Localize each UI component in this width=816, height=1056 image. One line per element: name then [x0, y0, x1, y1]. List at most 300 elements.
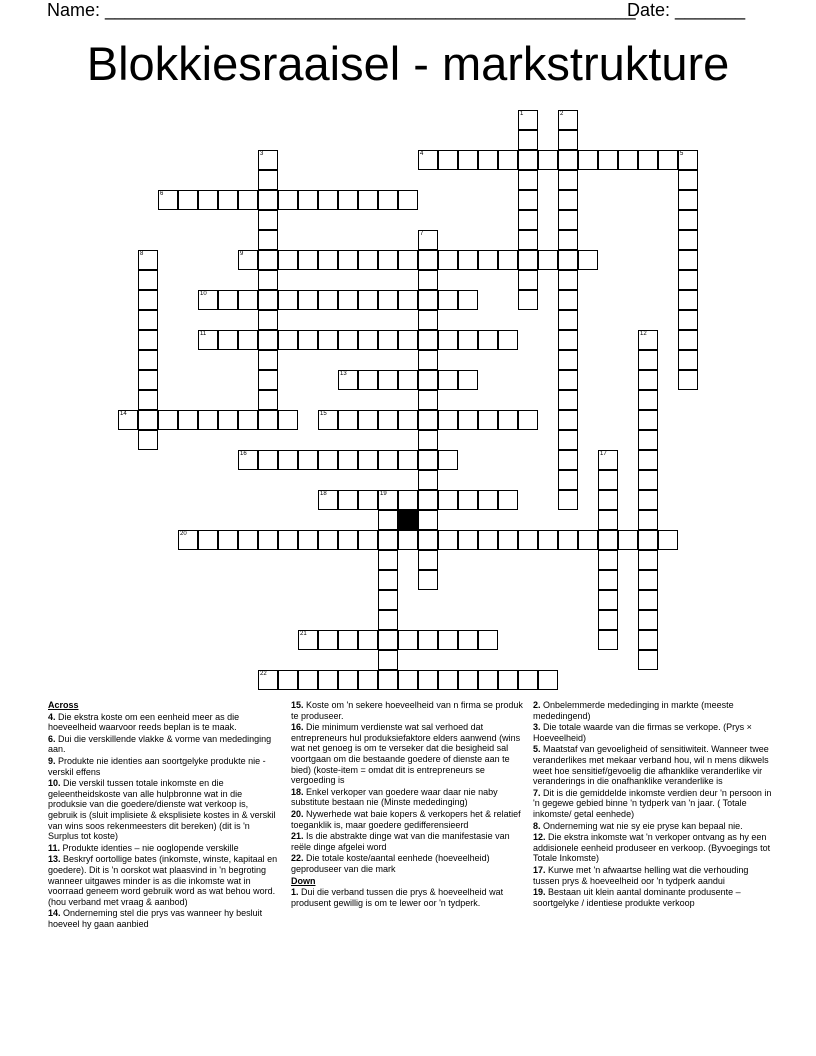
grid-cell[interactable] [258, 310, 278, 330]
clue-item-text: Is die abstrakte dinge wat van die manifestasie van reële dinge afgelei word [291, 831, 510, 852]
grid-cell[interactable] [518, 530, 538, 550]
grid-cell[interactable] [538, 250, 558, 270]
grid-cell[interactable] [258, 530, 278, 550]
grid-cell[interactable] [538, 670, 558, 690]
grid-cell[interactable] [598, 510, 618, 530]
grid-cell[interactable] [358, 410, 378, 430]
grid-cell[interactable] [338, 190, 358, 210]
grid-cell[interactable] [678, 170, 698, 190]
grid-cell[interactable] [638, 510, 658, 530]
grid-cell[interactable] [318, 330, 338, 350]
grid-cell[interactable] [398, 410, 418, 430]
grid-cell[interactable] [438, 330, 458, 350]
grid-cell[interactable] [498, 150, 518, 170]
grid-cell[interactable] [178, 190, 198, 210]
grid-cell[interactable] [418, 550, 438, 570]
grid-cell[interactable] [198, 410, 218, 430]
grid-cell[interactable] [258, 150, 278, 170]
grid-cell[interactable] [558, 530, 578, 550]
grid-cell[interactable] [138, 310, 158, 330]
grid-cell[interactable] [378, 550, 398, 570]
grid-cell[interactable] [458, 410, 478, 430]
grid-cell[interactable] [258, 330, 278, 350]
grid-cell[interactable] [658, 530, 678, 550]
grid-cell[interactable] [298, 530, 318, 550]
grid-cell[interactable] [638, 430, 658, 450]
grid-cell[interactable] [638, 530, 658, 550]
clue-item-text: Dui die verskillende vlakke & vorme van mededinging aan. [48, 733, 272, 755]
grid-cell[interactable] [558, 430, 578, 450]
grid-cell[interactable] [638, 630, 658, 650]
grid-cell[interactable] [318, 250, 338, 270]
grid-cell[interactable] [358, 530, 378, 550]
grid-cell[interactable] [378, 570, 398, 590]
grid-cell[interactable] [318, 630, 338, 650]
grid-cell[interactable] [138, 270, 158, 290]
clue-item-text: Bestaan uit klein aantal dominante produsente – soortgelyke / identiese produkte verkoop [533, 887, 741, 908]
grid-cell[interactable] [358, 370, 378, 390]
grid-cell[interactable] [278, 330, 298, 350]
grid-cell[interactable] [518, 110, 538, 130]
grid-cell[interactable] [438, 450, 458, 470]
grid-cell[interactable] [518, 410, 538, 430]
clue-item-number: 8. [533, 820, 541, 831]
grid-cell[interactable] [518, 270, 538, 290]
grid-cell[interactable] [518, 170, 538, 190]
grid-cell[interactable] [638, 610, 658, 630]
grid-cell[interactable] [258, 350, 278, 370]
grid-cell[interactable] [418, 250, 438, 270]
grid-cell[interactable] [638, 590, 658, 610]
grid-cell[interactable] [598, 630, 618, 650]
grid-cell[interactable] [138, 250, 158, 270]
grid-cell[interactable] [378, 410, 398, 430]
grid-cell[interactable] [198, 530, 218, 550]
grid-cell[interactable] [558, 390, 578, 410]
grid-cell[interactable] [278, 190, 298, 210]
grid-cell[interactable] [598, 590, 618, 610]
grid-cell[interactable] [338, 530, 358, 550]
grid-cell[interactable] [458, 250, 478, 270]
grid-cell[interactable] [138, 330, 158, 350]
grid-cell[interactable] [678, 230, 698, 250]
clue-item-text: Enkel verkoper van goedere waar daar nie naby substitute bestaan nie (Minste mededinging) [291, 786, 498, 808]
grid-cell[interactable] [418, 230, 438, 250]
grid-cell[interactable] [418, 310, 438, 330]
grid-cell[interactable] [638, 550, 658, 570]
clue-number: 5 [680, 151, 684, 157]
grid-cell[interactable] [138, 350, 158, 370]
grid-cell[interactable] [358, 630, 378, 650]
grid-cell[interactable] [218, 290, 238, 310]
grid-cell[interactable] [258, 450, 278, 470]
grid-cell[interactable] [378, 370, 398, 390]
grid-cell[interactable] [558, 290, 578, 310]
grid-cell[interactable] [218, 410, 238, 430]
grid-cell[interactable] [518, 290, 538, 310]
grid-cell[interactable] [378, 490, 398, 510]
grid-cell[interactable] [298, 330, 318, 350]
grid-cell[interactable] [378, 530, 398, 550]
grid-cell[interactable] [358, 450, 378, 470]
grid-cell[interactable] [258, 270, 278, 290]
grid-cell[interactable] [138, 390, 158, 410]
grid-cell[interactable] [378, 250, 398, 270]
grid-cell[interactable] [358, 670, 378, 690]
grid-cell[interactable] [358, 190, 378, 210]
grid-cell[interactable] [558, 410, 578, 430]
grid-cell[interactable] [598, 570, 618, 590]
grid-cell[interactable] [438, 490, 458, 510]
clue-section-heading: Down [291, 875, 316, 886]
grid-cell[interactable] [278, 530, 298, 550]
grid-cell[interactable] [558, 490, 578, 510]
grid-cell[interactable] [558, 330, 578, 350]
grid-cell[interactable] [338, 370, 358, 390]
grid-cell[interactable] [318, 450, 338, 470]
grid-cell[interactable] [518, 670, 538, 690]
grid-cell[interactable] [518, 130, 538, 150]
grid-cell[interactable] [258, 290, 278, 310]
page-title: Blokkiesraaisel - markstrukture [86, 37, 730, 90]
grid-cell[interactable] [338, 490, 358, 510]
grid-cell[interactable] [318, 530, 338, 550]
grid-cell[interactable] [418, 330, 438, 350]
grid-cell[interactable] [278, 290, 298, 310]
grid-cell[interactable] [678, 330, 698, 350]
clue-item [291, 831, 525, 852]
grid-cell[interactable] [238, 530, 258, 550]
grid-cell[interactable] [238, 250, 258, 270]
grid-cell[interactable] [398, 370, 418, 390]
grid-cell[interactable] [398, 530, 418, 550]
grid-cell[interactable] [558, 110, 578, 130]
grid-cell[interactable] [478, 530, 498, 550]
grid-cell[interactable] [638, 390, 658, 410]
clue-number: 16 [240, 451, 247, 457]
grid-cell[interactable] [178, 530, 198, 550]
grid-cell[interactable] [678, 290, 698, 310]
grid-cell[interactable] [438, 290, 458, 310]
grid-cell[interactable] [618, 150, 638, 170]
grid-cell[interactable] [318, 670, 338, 690]
grid-cell[interactable] [258, 170, 278, 190]
grid-cell[interactable] [458, 150, 478, 170]
grid-cell[interactable] [558, 190, 578, 210]
grid-cell[interactable] [258, 230, 278, 250]
clue-number: 7 [420, 231, 424, 237]
grid-cell[interactable] [438, 530, 458, 550]
grid-cell[interactable] [498, 330, 518, 350]
grid-cell[interactable] [558, 130, 578, 150]
clue-item-text: Die totale koste/aantal eenhede (hoeveelheid) geproduseer van die mark [291, 853, 490, 874]
grid-cell[interactable] [198, 330, 218, 350]
grid-cell[interactable] [358, 490, 378, 510]
grid-cell[interactable] [218, 190, 238, 210]
grid-cell[interactable] [638, 370, 658, 390]
grid-cell[interactable] [358, 330, 378, 350]
grid-cell[interactable] [678, 210, 698, 230]
grid-cell[interactable] [398, 190, 418, 210]
grid-cell[interactable] [498, 410, 518, 430]
grid-cell[interactable] [418, 490, 438, 510]
grid-cell[interactable] [378, 610, 398, 630]
grid-cell[interactable] [498, 250, 518, 270]
grid-cell[interactable] [458, 530, 478, 550]
grid-cell[interactable] [458, 670, 478, 690]
clue-section-heading: Across [48, 700, 79, 710]
grid-cell[interactable] [198, 190, 218, 210]
grid-cell[interactable] [358, 250, 378, 270]
clue-item-number: 3. [533, 722, 541, 733]
grid-cell[interactable] [638, 490, 658, 510]
grid-cell[interactable] [678, 310, 698, 330]
grid-cell[interactable] [598, 610, 618, 630]
clue-item [48, 712, 280, 733]
date-label: Date: [627, 0, 671, 20]
clue-number: 11 [200, 331, 207, 337]
grid-cell[interactable] [278, 450, 298, 470]
grid-cell[interactable] [638, 570, 658, 590]
grid-cell[interactable] [318, 490, 338, 510]
grid-cell[interactable] [138, 410, 158, 430]
grid-cell[interactable] [438, 370, 458, 390]
grid-cell[interactable] [198, 290, 218, 310]
clue-number: 1 [520, 111, 524, 117]
grid-cell[interactable] [418, 390, 438, 410]
grid-cell[interactable] [338, 330, 358, 350]
grid-cell[interactable] [458, 290, 478, 310]
grid-cell[interactable] [398, 630, 418, 650]
clue-item [48, 908, 280, 929]
grid-cell[interactable] [258, 390, 278, 410]
grid-cell[interactable] [458, 370, 478, 390]
grid-cell[interactable] [578, 150, 598, 170]
clue-item [291, 700, 525, 721]
grid-cell[interactable] [598, 470, 618, 490]
grid-cell[interactable] [298, 250, 318, 270]
date-line: _______ [675, 0, 746, 20]
grid-cell[interactable] [238, 190, 258, 210]
grid-cell[interactable] [338, 250, 358, 270]
grid-cell[interactable] [478, 150, 498, 170]
grid-cell[interactable] [558, 270, 578, 290]
grid-cell[interactable] [638, 450, 658, 470]
grid-cell[interactable] [258, 410, 278, 430]
grid-cell[interactable] [518, 230, 538, 250]
grid-cell[interactable] [418, 510, 438, 530]
grid-cell[interactable] [298, 630, 318, 650]
grid-cell[interactable] [158, 410, 178, 430]
grid-cell[interactable] [418, 430, 438, 450]
grid-cell[interactable] [178, 410, 198, 430]
grid-cell[interactable] [378, 450, 398, 470]
grid-cell[interactable] [398, 670, 418, 690]
grid-cell[interactable] [418, 150, 438, 170]
grid-cell[interactable] [218, 530, 238, 550]
grid-cell[interactable] [598, 150, 618, 170]
grid-cell[interactable] [318, 410, 338, 430]
grid-cell[interactable] [558, 310, 578, 330]
clue-item [533, 700, 773, 721]
grid-cell[interactable] [318, 190, 338, 210]
grid-cell[interactable] [338, 450, 358, 470]
grid-cell[interactable] [418, 290, 438, 310]
grid-cell[interactable] [418, 410, 438, 430]
grid-cell[interactable] [398, 450, 418, 470]
grid-cell[interactable] [418, 350, 438, 370]
grid-cell[interactable] [538, 150, 558, 170]
grid-cell[interactable] [618, 530, 638, 550]
grid-cell[interactable] [518, 150, 538, 170]
grid-cell[interactable] [478, 670, 498, 690]
grid-cell[interactable] [598, 550, 618, 570]
grid-cell[interactable] [378, 190, 398, 210]
grid-cell[interactable] [398, 290, 418, 310]
grid-cell[interactable] [138, 430, 158, 450]
grid-cell[interactable] [678, 350, 698, 370]
grid-cell[interactable] [378, 330, 398, 350]
grid-cell[interactable] [598, 450, 618, 470]
grid-cell[interactable] [378, 650, 398, 670]
grid-cell[interactable] [558, 470, 578, 490]
grid-cell[interactable] [438, 630, 458, 650]
grid-cell[interactable] [278, 670, 298, 690]
grid-cell[interactable] [258, 370, 278, 390]
clue-column-2 [291, 700, 525, 909]
grid-cell[interactable] [238, 330, 258, 350]
clue-item-text: Die verskil tussen totale inkomste en die geleentheidskoste van alle hulpbronne wat in die produksie van die goedere/dienste wat verkoop is, gebruik is (sluit implisiete & eksplisiete kostes in & verskil van wins soos rekenmeesters dit bereken) (dit is 'n Surplus tot koste) [48, 778, 276, 842]
clue-item-text: Onderneming stel die prys vas wanneer hy besluit hoeveel hy gaan aanbied [48, 908, 263, 929]
grid-cell[interactable] [558, 230, 578, 250]
grid-cell[interactable] [638, 650, 658, 670]
grid-cell[interactable] [418, 570, 438, 590]
grid-cell[interactable] [558, 350, 578, 370]
grid-cell[interactable] [258, 210, 278, 230]
clue-item-text: Die minimum verdienste wat sal verhoed dat entrepreneurs hul produksiefaktore elders aanwend (wins wat net genoeg is om te verseker dat die besigheid sal voortgaan om die bestaande goedere of dienste aan te bied) (koste-item = omdat dit is entrepreneurs se vergoeding is [291, 722, 521, 786]
grid-cell[interactable] [318, 290, 338, 310]
grid-cell[interactable] [458, 330, 478, 350]
grid-cell[interactable] [338, 630, 358, 650]
grid-cell[interactable] [678, 370, 698, 390]
grid-cell[interactable] [518, 210, 538, 230]
grid-cell[interactable] [678, 190, 698, 210]
clue-number: 8 [140, 251, 144, 257]
grid-cell[interactable] [558, 450, 578, 470]
grid-cell[interactable] [478, 630, 498, 650]
grid-cell[interactable] [258, 250, 278, 270]
grid-cell[interactable] [278, 250, 298, 270]
grid-cell[interactable] [438, 150, 458, 170]
grid-cell[interactable] [378, 630, 398, 650]
grid-cell[interactable] [238, 450, 258, 470]
grid-cell[interactable] [238, 410, 258, 430]
grid-cell[interactable] [558, 370, 578, 390]
grid-cell[interactable] [418, 670, 438, 690]
grid-cell[interactable] [418, 630, 438, 650]
grid-cell[interactable] [558, 150, 578, 170]
grid-cell[interactable] [558, 210, 578, 230]
grid-cell[interactable] [678, 270, 698, 290]
grid-cell[interactable] [538, 530, 558, 550]
grid-cell[interactable] [138, 370, 158, 390]
grid-cell[interactable] [218, 330, 238, 350]
grid-cell[interactable] [458, 490, 478, 510]
grid-cell[interactable] [578, 530, 598, 550]
grid-cell[interactable] [398, 490, 418, 510]
grid-cell[interactable] [598, 530, 618, 550]
grid-cell[interactable] [598, 490, 618, 510]
grid-cell[interactable] [378, 670, 398, 690]
clue-item-text: Die ekstra koste om een eenheid meer as die hoeveelheid waarvoor reeds beplan is te maak. [48, 711, 240, 733]
grid-cell[interactable] [478, 410, 498, 430]
grid-cell[interactable] [418, 470, 438, 490]
grid-cell[interactable] [338, 410, 358, 430]
grid-cell[interactable] [658, 150, 678, 170]
grid-cell[interactable] [638, 150, 658, 170]
grid-cell[interactable] [438, 670, 458, 690]
grid-cell[interactable] [638, 410, 658, 430]
grid-cell[interactable] [498, 530, 518, 550]
grid-cell[interactable] [258, 190, 278, 210]
clue-number: 15 [320, 411, 327, 417]
grid-cell[interactable] [298, 290, 318, 310]
grid-cell[interactable] [398, 250, 418, 270]
grid-cell[interactable] [678, 250, 698, 270]
grid-cell[interactable] [638, 350, 658, 370]
grid-cell[interactable] [498, 490, 518, 510]
grid-cell[interactable] [358, 290, 378, 310]
grid-cell[interactable] [378, 510, 398, 530]
grid-cell[interactable] [678, 150, 698, 170]
grid-cell[interactable] [158, 190, 178, 210]
grid-cell[interactable] [398, 330, 418, 350]
grid-cell[interactable] [458, 630, 478, 650]
grid-cell[interactable] [258, 670, 278, 690]
grid-cell[interactable] [418, 450, 438, 470]
grid-cell[interactable] [638, 330, 658, 350]
clue-number: 21 [300, 631, 307, 637]
grid-cell[interactable] [438, 410, 458, 430]
grid-cell[interactable] [478, 490, 498, 510]
grid-cell[interactable] [298, 450, 318, 470]
grid-cell[interactable] [298, 190, 318, 210]
grid-cell[interactable] [518, 190, 538, 210]
grid-cell[interactable] [418, 370, 438, 390]
grid-cell[interactable] [138, 290, 158, 310]
grid-cell[interactable] [418, 530, 438, 550]
grid-cell[interactable] [418, 270, 438, 290]
grid-cell[interactable] [378, 590, 398, 610]
grid-cell[interactable] [478, 250, 498, 270]
grid-cell[interactable] [118, 410, 138, 430]
grid-cell[interactable] [338, 290, 358, 310]
grid-cell[interactable] [378, 290, 398, 310]
clue-item-number: 10. [48, 778, 61, 789]
grid-cell[interactable] [558, 250, 578, 270]
grid-cell[interactable] [518, 250, 538, 270]
grid-cell[interactable] [278, 410, 298, 430]
grid-cell[interactable] [438, 250, 458, 270]
grid-cell[interactable] [298, 670, 318, 690]
grid-cell[interactable] [238, 290, 258, 310]
grid-cell[interactable] [558, 170, 578, 190]
grid-cell[interactable] [638, 470, 658, 490]
grid-cell[interactable] [478, 330, 498, 350]
grid-cell[interactable] [578, 250, 598, 270]
grid-cell[interactable] [498, 670, 518, 690]
grid-cell[interactable] [338, 670, 358, 690]
